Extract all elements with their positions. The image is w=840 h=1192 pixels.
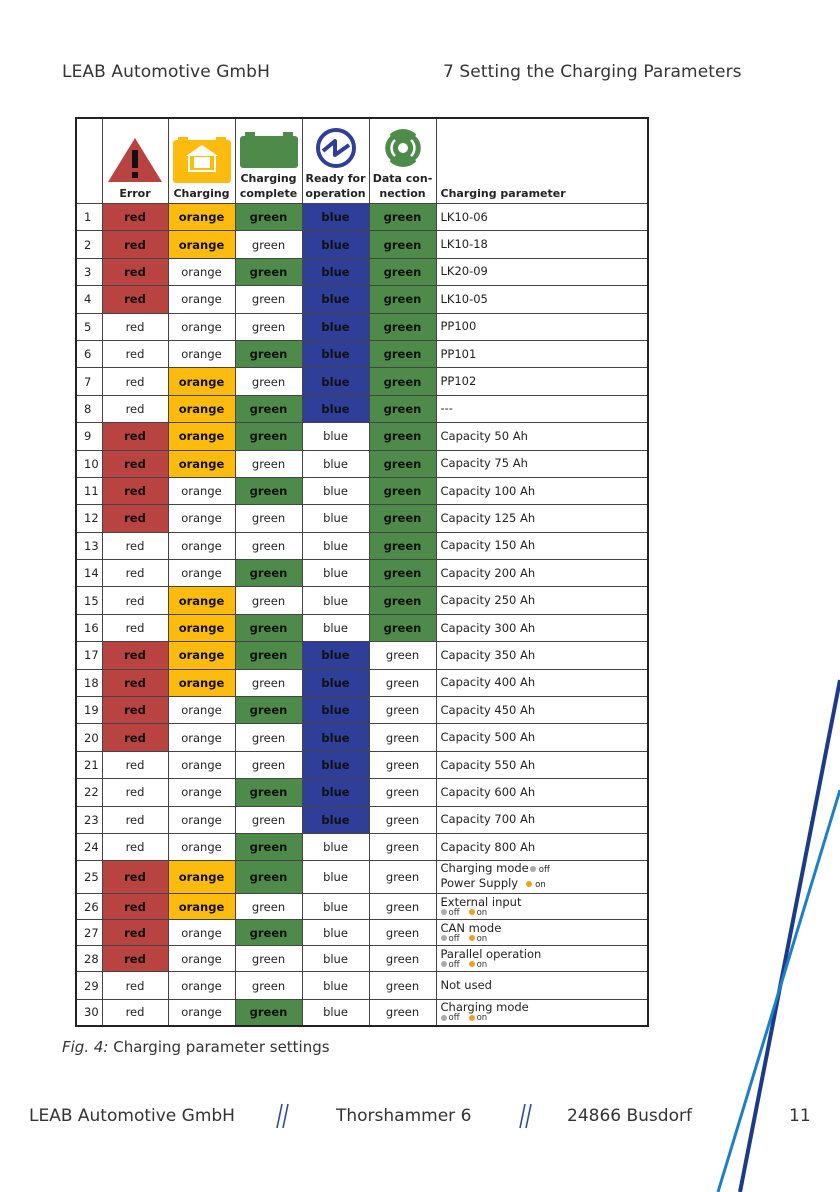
led-green-cell: green	[235, 920, 302, 946]
row-number: 25	[76, 861, 102, 894]
row-number: 30	[76, 999, 102, 1026]
led-data-cell: green	[369, 806, 436, 833]
led-blue-cell: blue	[302, 697, 369, 724]
row-number: 9	[76, 423, 102, 450]
parameter-label: LK10-06	[440, 209, 488, 224]
led-orange-cell: orange	[168, 231, 235, 258]
led-data-cell: green	[369, 751, 436, 778]
led-green-cell: green	[235, 477, 302, 504]
led-blue-cell: blue	[302, 258, 369, 285]
led-green-cell: green	[235, 779, 302, 806]
led-orange-cell: orange	[168, 642, 235, 669]
header-param: Charging parameter	[436, 118, 648, 204]
led-red-cell: red	[102, 505, 168, 532]
led-blue-cell: blue	[302, 920, 369, 946]
led-red-cell: red	[102, 861, 168, 894]
led-blue-cell: blue	[302, 231, 369, 258]
legend-on: on	[476, 1013, 488, 1024]
parameter-label: CAN mode	[440, 920, 502, 935]
led-data-cell: green	[369, 450, 436, 477]
led-orange-cell: orange	[168, 833, 235, 860]
parameter-label: Capacity 100 Ah	[440, 483, 536, 498]
led-orange-cell: orange	[168, 999, 235, 1026]
led-data-cell: green	[369, 972, 436, 999]
led-data-cell: green	[369, 505, 436, 532]
row-number: 10	[76, 450, 102, 477]
led-data-cell: green	[369, 340, 436, 367]
row-number: 29	[76, 972, 102, 999]
led-green-cell: green	[235, 669, 302, 696]
led-red-cell: red	[102, 642, 168, 669]
led-orange-cell: orange	[168, 779, 235, 806]
led-data-cell: green	[369, 946, 436, 972]
led-red-cell: red	[102, 779, 168, 806]
led-blue-cell: blue	[302, 833, 369, 860]
led-green-cell: green	[235, 450, 302, 477]
led-green-cell: green	[235, 560, 302, 587]
led-data-cell: green	[369, 204, 436, 231]
led-blue-cell: blue	[302, 368, 369, 395]
led-data-cell: green	[369, 861, 436, 894]
led-data-cell: green	[369, 368, 436, 395]
led-red-cell: red	[102, 833, 168, 860]
led-blue-cell: blue	[302, 999, 369, 1026]
parameter-label: Capacity 400 Ah	[440, 675, 536, 690]
led-orange-cell: orange	[168, 368, 235, 395]
parameter-label: Capacity 125 Ah	[440, 510, 536, 525]
led-data-cell: green	[369, 587, 436, 614]
parameter-label: Capacity 50 Ah	[440, 428, 528, 443]
led-blue-cell: blue	[302, 505, 369, 532]
parameter-label-2: Power Supply	[440, 876, 519, 891]
header-chapter: 7 Setting the Charging Parameters	[443, 62, 742, 82]
row-number: 7	[76, 368, 102, 395]
led-data-cell: green	[369, 313, 436, 340]
led-red-cell: red	[102, 477, 168, 504]
header-company: LEAB Automotive GmbH	[62, 62, 270, 82]
led-green-cell: green	[235, 505, 302, 532]
led-orange-cell: orange	[168, 751, 235, 778]
led-green-cell: green	[235, 204, 302, 231]
parameter-label: Capacity 75 Ah	[440, 456, 528, 471]
led-red-cell: red	[102, 999, 168, 1026]
led-blue-cell: blue	[302, 423, 369, 450]
led-green-cell: green	[235, 642, 302, 669]
footer-street: Thorshammer 6	[336, 1106, 472, 1126]
led-green-cell: green	[235, 946, 302, 972]
led-orange-cell: orange	[168, 505, 235, 532]
caption-prefix: Fig. 4:	[62, 1038, 109, 1056]
led-orange-cell: orange	[168, 587, 235, 614]
led-green-cell: green	[235, 724, 302, 751]
row-number: 6	[76, 340, 102, 367]
row-number: 19	[76, 697, 102, 724]
parameter-label: Charging mode	[440, 861, 529, 876]
led-orange-cell: orange	[168, 340, 235, 367]
parameter-label: Charging mode	[440, 1000, 529, 1015]
led-red-cell: red	[102, 286, 168, 313]
led-orange-cell: orange	[168, 894, 235, 920]
led-data-cell: green	[369, 833, 436, 860]
led-green-cell: green	[235, 423, 302, 450]
parameter-label: LK10-05	[440, 291, 488, 306]
row-number: 15	[76, 587, 102, 614]
led-blue-cell: blue	[302, 450, 369, 477]
led-red-cell: red	[102, 258, 168, 285]
led-red-cell: red	[102, 920, 168, 946]
led-green-cell: green	[235, 587, 302, 614]
led-green-cell: green	[235, 833, 302, 860]
header-complete-line1: Charging	[240, 172, 297, 185]
parameter-label: Capacity 700 Ah	[440, 812, 536, 827]
row-number: 21	[76, 751, 102, 778]
led-orange-cell: orange	[168, 560, 235, 587]
led-orange-cell: orange	[168, 450, 235, 477]
led-green-cell: green	[235, 368, 302, 395]
led-red-cell: red	[102, 614, 168, 641]
led-blue-cell: blue	[302, 340, 369, 367]
led-red-cell: red	[102, 972, 168, 999]
parameter-label: Capacity 300 Ah	[440, 620, 536, 635]
legend-off: off	[448, 959, 460, 970]
led-orange-cell: orange	[168, 614, 235, 641]
led-blue-cell: blue	[302, 477, 369, 504]
row-number: 17	[76, 642, 102, 669]
led-blue-cell: blue	[302, 806, 369, 833]
parameter-label: Capacity 250 Ah	[440, 593, 536, 608]
row-number: 13	[76, 532, 102, 559]
led-blue-cell: blue	[302, 861, 369, 894]
led-orange-cell: orange	[168, 286, 235, 313]
row-number: 11	[76, 477, 102, 504]
row-number: 22	[76, 779, 102, 806]
legend-off: off	[448, 933, 460, 944]
parameter-label: PP100	[440, 319, 477, 334]
row-number: 23	[76, 806, 102, 833]
footer-company: LEAB Automotive GmbH	[29, 1106, 235, 1126]
led-green-cell: green	[235, 286, 302, 313]
led-blue-cell: blue	[302, 587, 369, 614]
parameter-label: Capacity 550 Ah	[440, 757, 536, 772]
led-data-cell: green	[369, 642, 436, 669]
led-green-cell: green	[235, 258, 302, 285]
led-data-cell: green	[369, 724, 436, 751]
led-orange-cell: orange	[168, 423, 235, 450]
parameter-label: Capacity 800 Ah	[440, 839, 536, 854]
led-red-cell: red	[102, 231, 168, 258]
led-blue-cell: blue	[302, 894, 369, 920]
led-green-cell: green	[235, 806, 302, 833]
header-ready-line2: operation	[305, 187, 366, 200]
led-data-cell: green	[369, 231, 436, 258]
led-orange-cell: orange	[168, 477, 235, 504]
led-orange-cell: orange	[168, 532, 235, 559]
parameter-label: LK20-09	[440, 264, 488, 279]
led-red-cell: red	[102, 894, 168, 920]
led-green-cell: green	[235, 340, 302, 367]
led-green-cell: green	[235, 532, 302, 559]
row-number: 16	[76, 614, 102, 641]
led-data-cell: green	[369, 532, 436, 559]
led-data-cell: green	[369, 286, 436, 313]
led-green-cell: green	[235, 697, 302, 724]
caption-text: Charging parameter settings	[113, 1038, 330, 1056]
led-green-cell: green	[235, 861, 302, 894]
parameter-label: Capacity 350 Ah	[440, 647, 536, 662]
led-blue-cell: blue	[302, 395, 369, 422]
parameter-label: Not used	[440, 978, 492, 993]
led-green-cell: green	[235, 999, 302, 1026]
header-complete-line2: complete	[239, 187, 298, 200]
row-number: 28	[76, 946, 102, 972]
led-green-cell: green	[235, 231, 302, 258]
led-orange-cell: orange	[168, 697, 235, 724]
parameter-label: PP102	[440, 374, 477, 389]
parameter-label: PP101	[440, 346, 477, 361]
led-green-cell: green	[235, 614, 302, 641]
led-data-cell: green	[369, 697, 436, 724]
parameter-label: ---	[440, 401, 453, 416]
led-data-cell: green	[369, 779, 436, 806]
header-error-label: Error	[119, 187, 151, 200]
parameter-label: Capacity 500 Ah	[440, 730, 536, 745]
led-red-cell: red	[102, 532, 168, 559]
row-number: 4	[76, 286, 102, 313]
led-blue-cell: blue	[302, 204, 369, 231]
led-red-cell: red	[102, 587, 168, 614]
led-orange-cell: orange	[168, 258, 235, 285]
led-orange-cell: orange	[168, 946, 235, 972]
led-green-cell: green	[235, 972, 302, 999]
row-number: 24	[76, 833, 102, 860]
led-green-cell: green	[235, 313, 302, 340]
led-red-cell: red	[102, 450, 168, 477]
led-blue-cell: blue	[302, 779, 369, 806]
led-orange-cell: orange	[168, 861, 235, 894]
led-green-cell: green	[235, 751, 302, 778]
led-red-cell: red	[102, 368, 168, 395]
led-red-cell: red	[102, 697, 168, 724]
legend-on: on	[535, 880, 546, 891]
led-red-cell: red	[102, 946, 168, 972]
led-data-cell: green	[369, 614, 436, 641]
led-green-cell: green	[235, 395, 302, 422]
row-number: 2	[76, 231, 102, 258]
led-orange-cell: orange	[168, 920, 235, 946]
led-red-cell: red	[102, 806, 168, 833]
led-red-cell: red	[102, 204, 168, 231]
led-blue-cell: blue	[302, 313, 369, 340]
footer-city: 24866 Busdorf	[567, 1106, 692, 1126]
led-blue-cell: blue	[302, 946, 369, 972]
header-data-line1: Data con-	[372, 172, 433, 185]
row-number: 14	[76, 560, 102, 587]
led-data-cell: green	[369, 258, 436, 285]
led-orange-cell: orange	[168, 313, 235, 340]
row-number: 12	[76, 505, 102, 532]
led-data-cell: green	[369, 560, 436, 587]
led-red-cell: red	[102, 560, 168, 587]
led-red-cell: red	[102, 724, 168, 751]
led-blue-cell: blue	[302, 286, 369, 313]
led-orange-cell: orange	[168, 972, 235, 999]
row-number: 20	[76, 724, 102, 751]
row-number: 8	[76, 395, 102, 422]
led-green-cell: green	[235, 894, 302, 920]
legend-off: off	[448, 1013, 460, 1024]
row-number: 1	[76, 204, 102, 231]
row-number: 18	[76, 669, 102, 696]
led-orange-cell: orange	[168, 669, 235, 696]
led-blue-cell: blue	[302, 751, 369, 778]
legend-on: on	[476, 959, 488, 970]
legend-on: on	[476, 933, 488, 944]
led-orange-cell: orange	[168, 806, 235, 833]
led-orange-cell: orange	[168, 724, 235, 751]
parameter-label: External input	[440, 894, 522, 909]
row-number: 26	[76, 894, 102, 920]
led-data-cell: green	[369, 395, 436, 422]
legend-on: on	[476, 907, 488, 918]
led-blue-cell: blue	[302, 724, 369, 751]
led-data-cell: green	[369, 423, 436, 450]
led-data-cell: green	[369, 669, 436, 696]
header-ready-line1: Ready for	[305, 172, 366, 185]
led-blue-cell: blue	[302, 532, 369, 559]
header-data-line2: nection	[379, 187, 426, 200]
row-number: 27	[76, 920, 102, 946]
legend-off: off	[448, 907, 460, 918]
legend-off: off	[538, 865, 550, 876]
led-red-cell: red	[102, 313, 168, 340]
led-red-cell: red	[102, 423, 168, 450]
parameter-label: Capacity 450 Ah	[440, 702, 536, 717]
led-blue-cell: blue	[302, 669, 369, 696]
led-data-cell: green	[369, 999, 436, 1026]
led-red-cell: red	[102, 751, 168, 778]
led-blue-cell: blue	[302, 972, 369, 999]
led-blue-cell: blue	[302, 642, 369, 669]
parameter-label: Capacity 150 Ah	[440, 538, 536, 553]
parameter-label: Capacity 600 Ah	[440, 784, 536, 799]
led-red-cell: red	[102, 395, 168, 422]
led-data-cell: green	[369, 477, 436, 504]
led-orange-cell: orange	[168, 204, 235, 231]
row-number: 3	[76, 258, 102, 285]
row-number: 5	[76, 313, 102, 340]
led-blue-cell: blue	[302, 560, 369, 587]
parameter-label: Capacity 200 Ah	[440, 565, 536, 580]
led-data-cell: green	[369, 894, 436, 920]
header-charging-label: Charging	[173, 187, 230, 200]
parameter-label: LK10-18	[440, 237, 488, 252]
page-number: 11	[789, 1106, 811, 1126]
led-blue-cell: blue	[302, 614, 369, 641]
led-orange-cell: orange	[168, 395, 235, 422]
parameter-label: Parallel operation	[440, 946, 542, 961]
led-red-cell: red	[102, 340, 168, 367]
led-red-cell: red	[102, 669, 168, 696]
led-data-cell: green	[369, 920, 436, 946]
